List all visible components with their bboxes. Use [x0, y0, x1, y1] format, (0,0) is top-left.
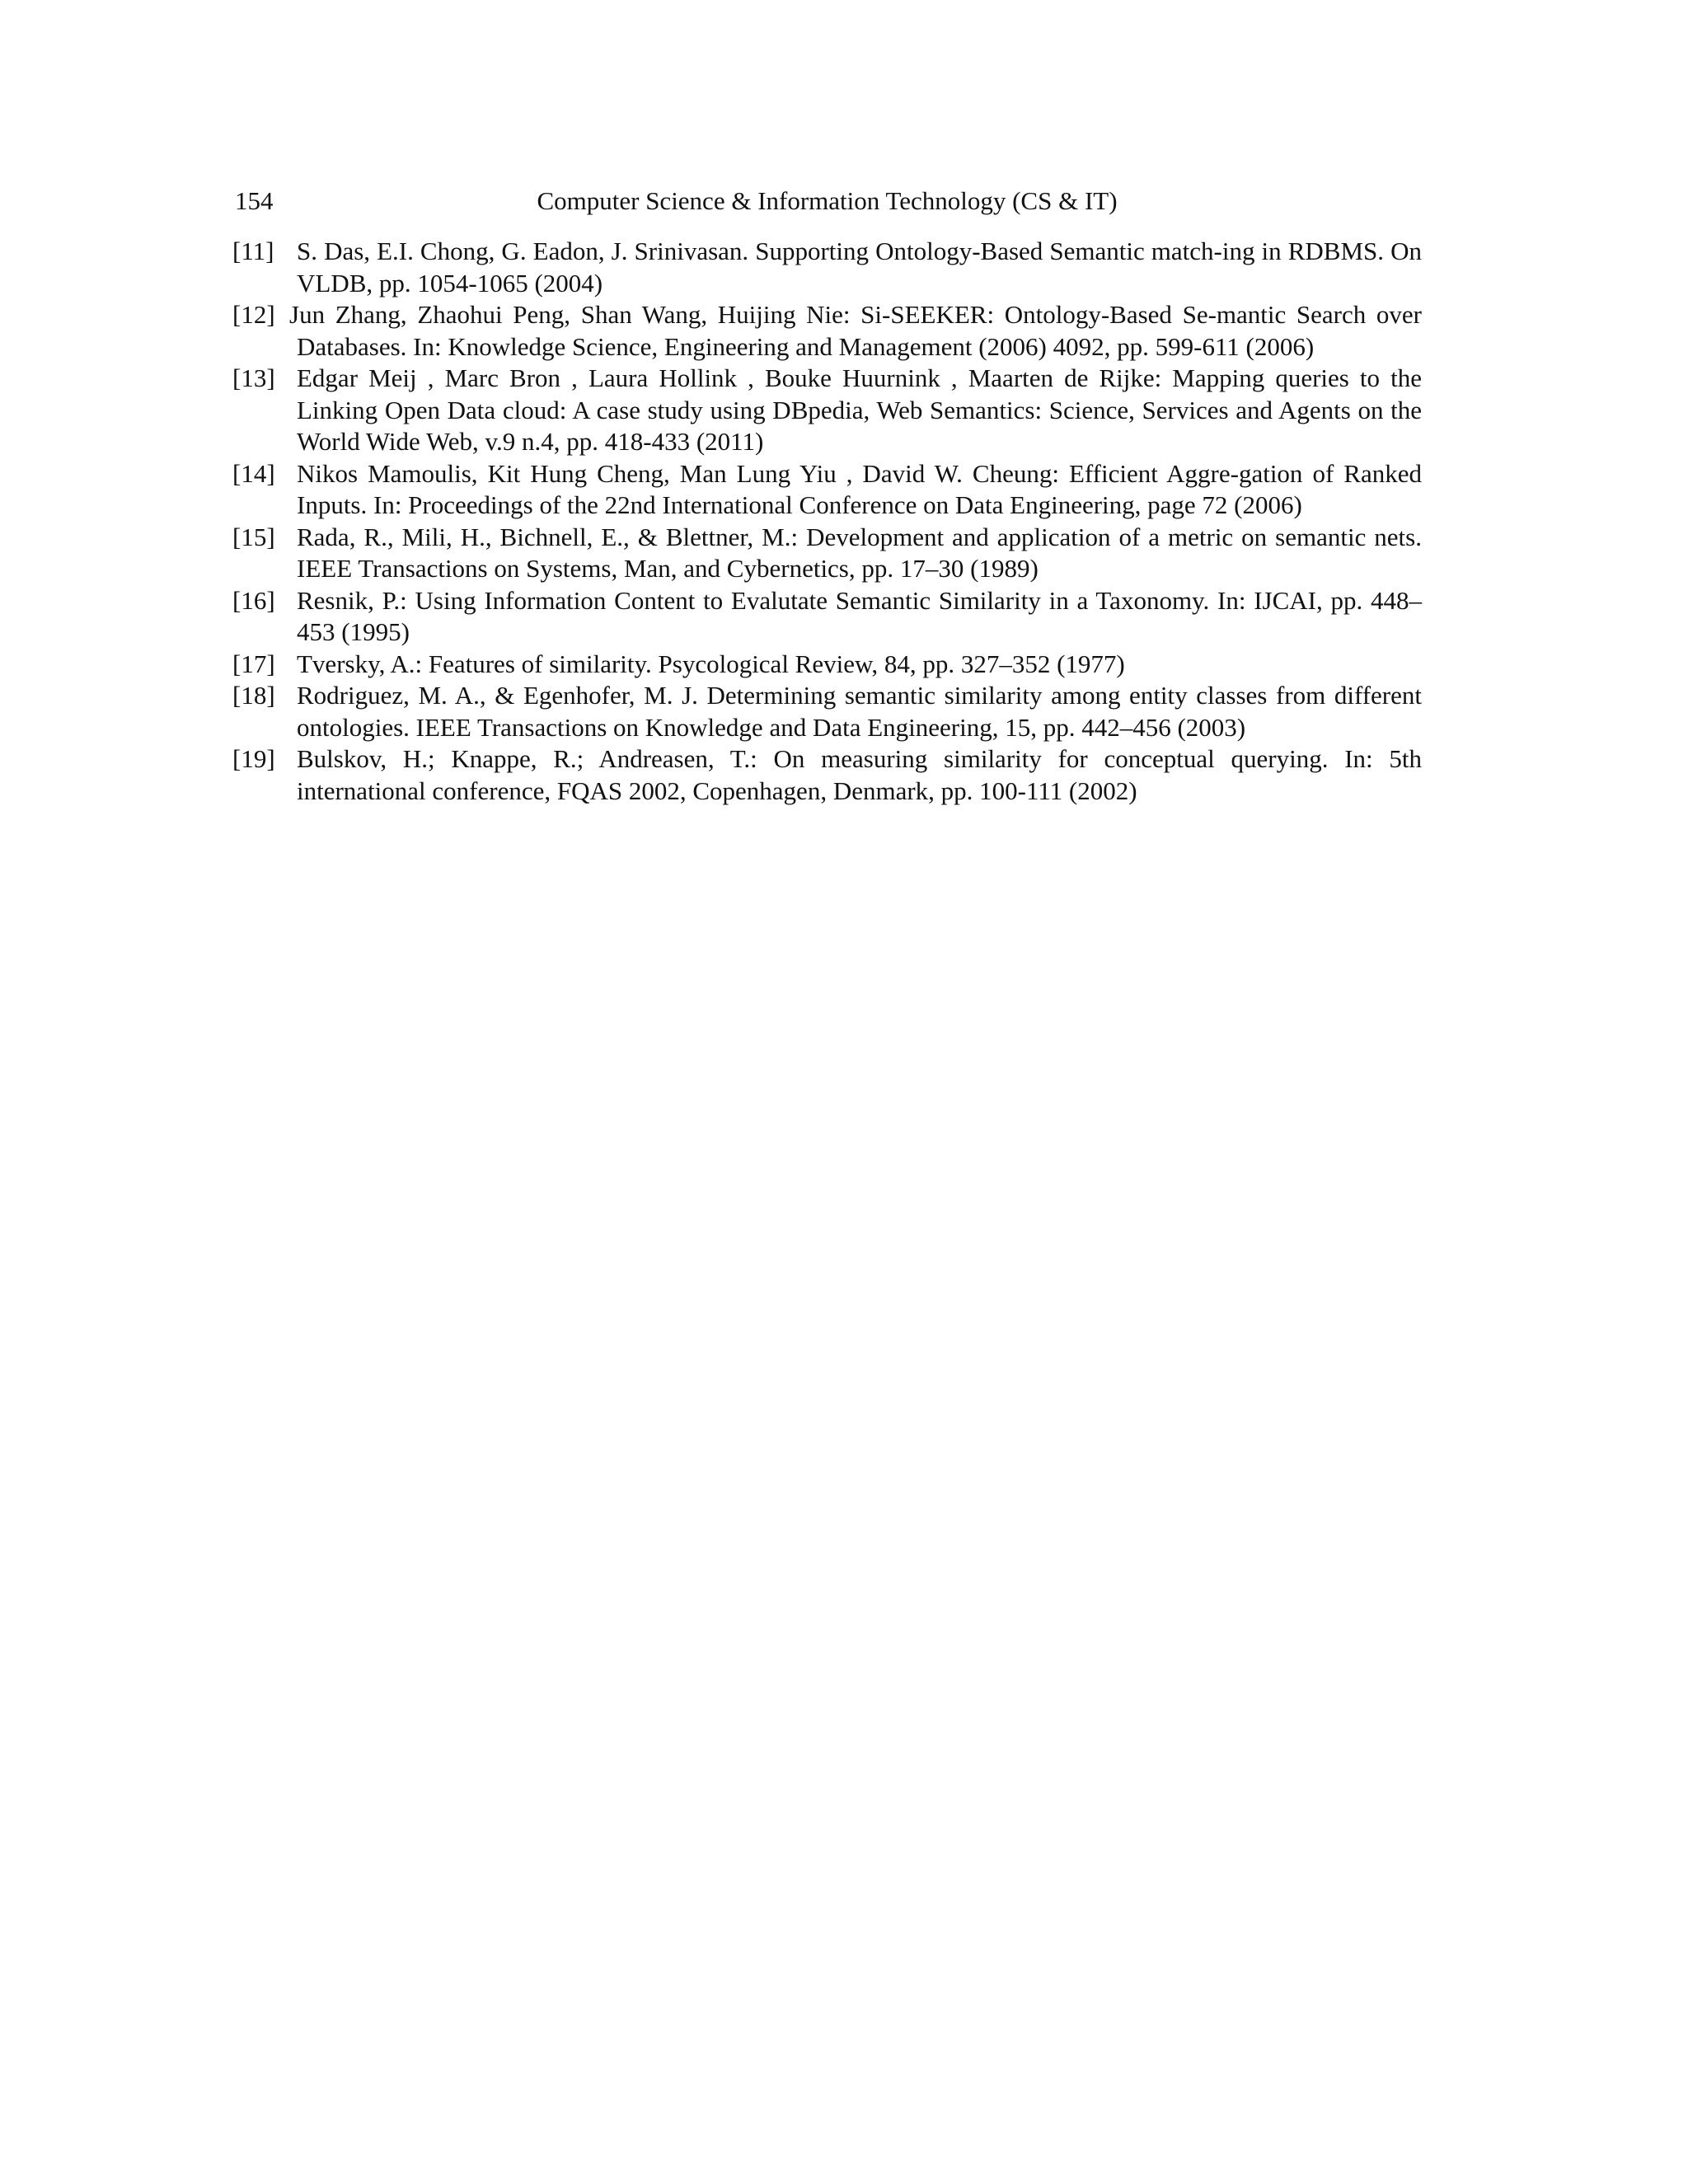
reference-label: [15] — [232, 522, 275, 551]
reference-text: Rada, R., Mili, H., Bichnell, E., & Blettner, M.: Development and application of a metric on semantic nets. IEEE Transactions on Systems, Man, and Cybernetics, pp. 17–30 (1989) — [297, 522, 1422, 583]
reference-item — [232, 743, 1422, 807]
reference-label: [17] — [232, 649, 275, 678]
reference-label: [19] — [232, 744, 275, 773]
reference-text: Nikos Mamoulis, Kit Hung Cheng, Man Lung Yiu , David W. Cheung: Efficient Aggre-gation of Ranked Inputs. In: Proceedings of the 22nd International Conference on Data Engineering, page 72 (2006) — [297, 458, 1422, 519]
reference-text: Resnik, P.: Using Information Content to Evalutate Semantic Similarity in a Taxonomy. In: IJCAI, pp. 448–453 (1995) — [297, 585, 1422, 646]
reference-text: Edgar Meij , Marc Bron , Laura Hollink , Bouke Huurnink , Maarten de Rijke: Mapping queries to the Linking Open Data cloud: A case study using DBpedia, Web Semantics: Science, Services and Agents on the World Wide Web, v.9 n.4, pp. 418-433 (2011) — [297, 363, 1422, 456]
reference-label: [16] — [232, 585, 275, 615]
reference-text: Jun Zhang, Zhaohui Peng, Shan Wang, Huijing Nie: Si-SEEKER: Ontology-Based Se-mantic Search over Databases. In: Knowledge Science, Engineering and Management (2006) 4092, pp. 599-611 (2006) — [289, 300, 1422, 361]
reference-item — [232, 680, 1422, 743]
running-title: Computer Science & Information Technology (CS & IT) — [537, 186, 1118, 215]
reference-item — [232, 585, 1422, 649]
reference-item — [232, 649, 1422, 681]
reference-text: S. Das, E.I. Chong, G. Eadon, J. Srinivasan. Supporting Ontology-Based Semantic match-ing in RDBMS. On VLDB, pp. 1054-1065 (2004) — [297, 237, 1422, 298]
page-number: 154 — [235, 186, 274, 215]
reference-label: [18] — [232, 681, 275, 710]
reference-label: [11] — [232, 237, 274, 265]
reference-item — [232, 299, 1422, 363]
page-header — [232, 183, 1422, 219]
reference-text: Tversky, A.: Features of similarity. Psycological Review, 84, pp. 327–352 (1977) — [297, 649, 1125, 678]
reference-label: [14] — [232, 458, 275, 488]
reference-item — [232, 363, 1422, 458]
reference-item — [232, 522, 1422, 585]
reference-text: Rodriguez, M. A., & Egenhofer, M. J. Determining semantic similarity among entity classes from different ontologies. IEEE Transactions on Knowledge and Data Engineering, 15, pp. 442–456 (2003) — [297, 681, 1422, 742]
reference-label: [12] — [232, 300, 275, 329]
reference-item — [232, 236, 1422, 299]
reference-label: [13] — [232, 363, 275, 392]
reference-item — [232, 458, 1422, 522]
reference-list — [232, 236, 1422, 807]
reference-text: Bulskov, H.; Knappe, R.; Andreasen, T.: On measuring similarity for conceptual querying. In: 5th international conference, FQAS 2002, Copenhagen, Denmark, pp. 100-111 (2002) — [297, 744, 1422, 805]
